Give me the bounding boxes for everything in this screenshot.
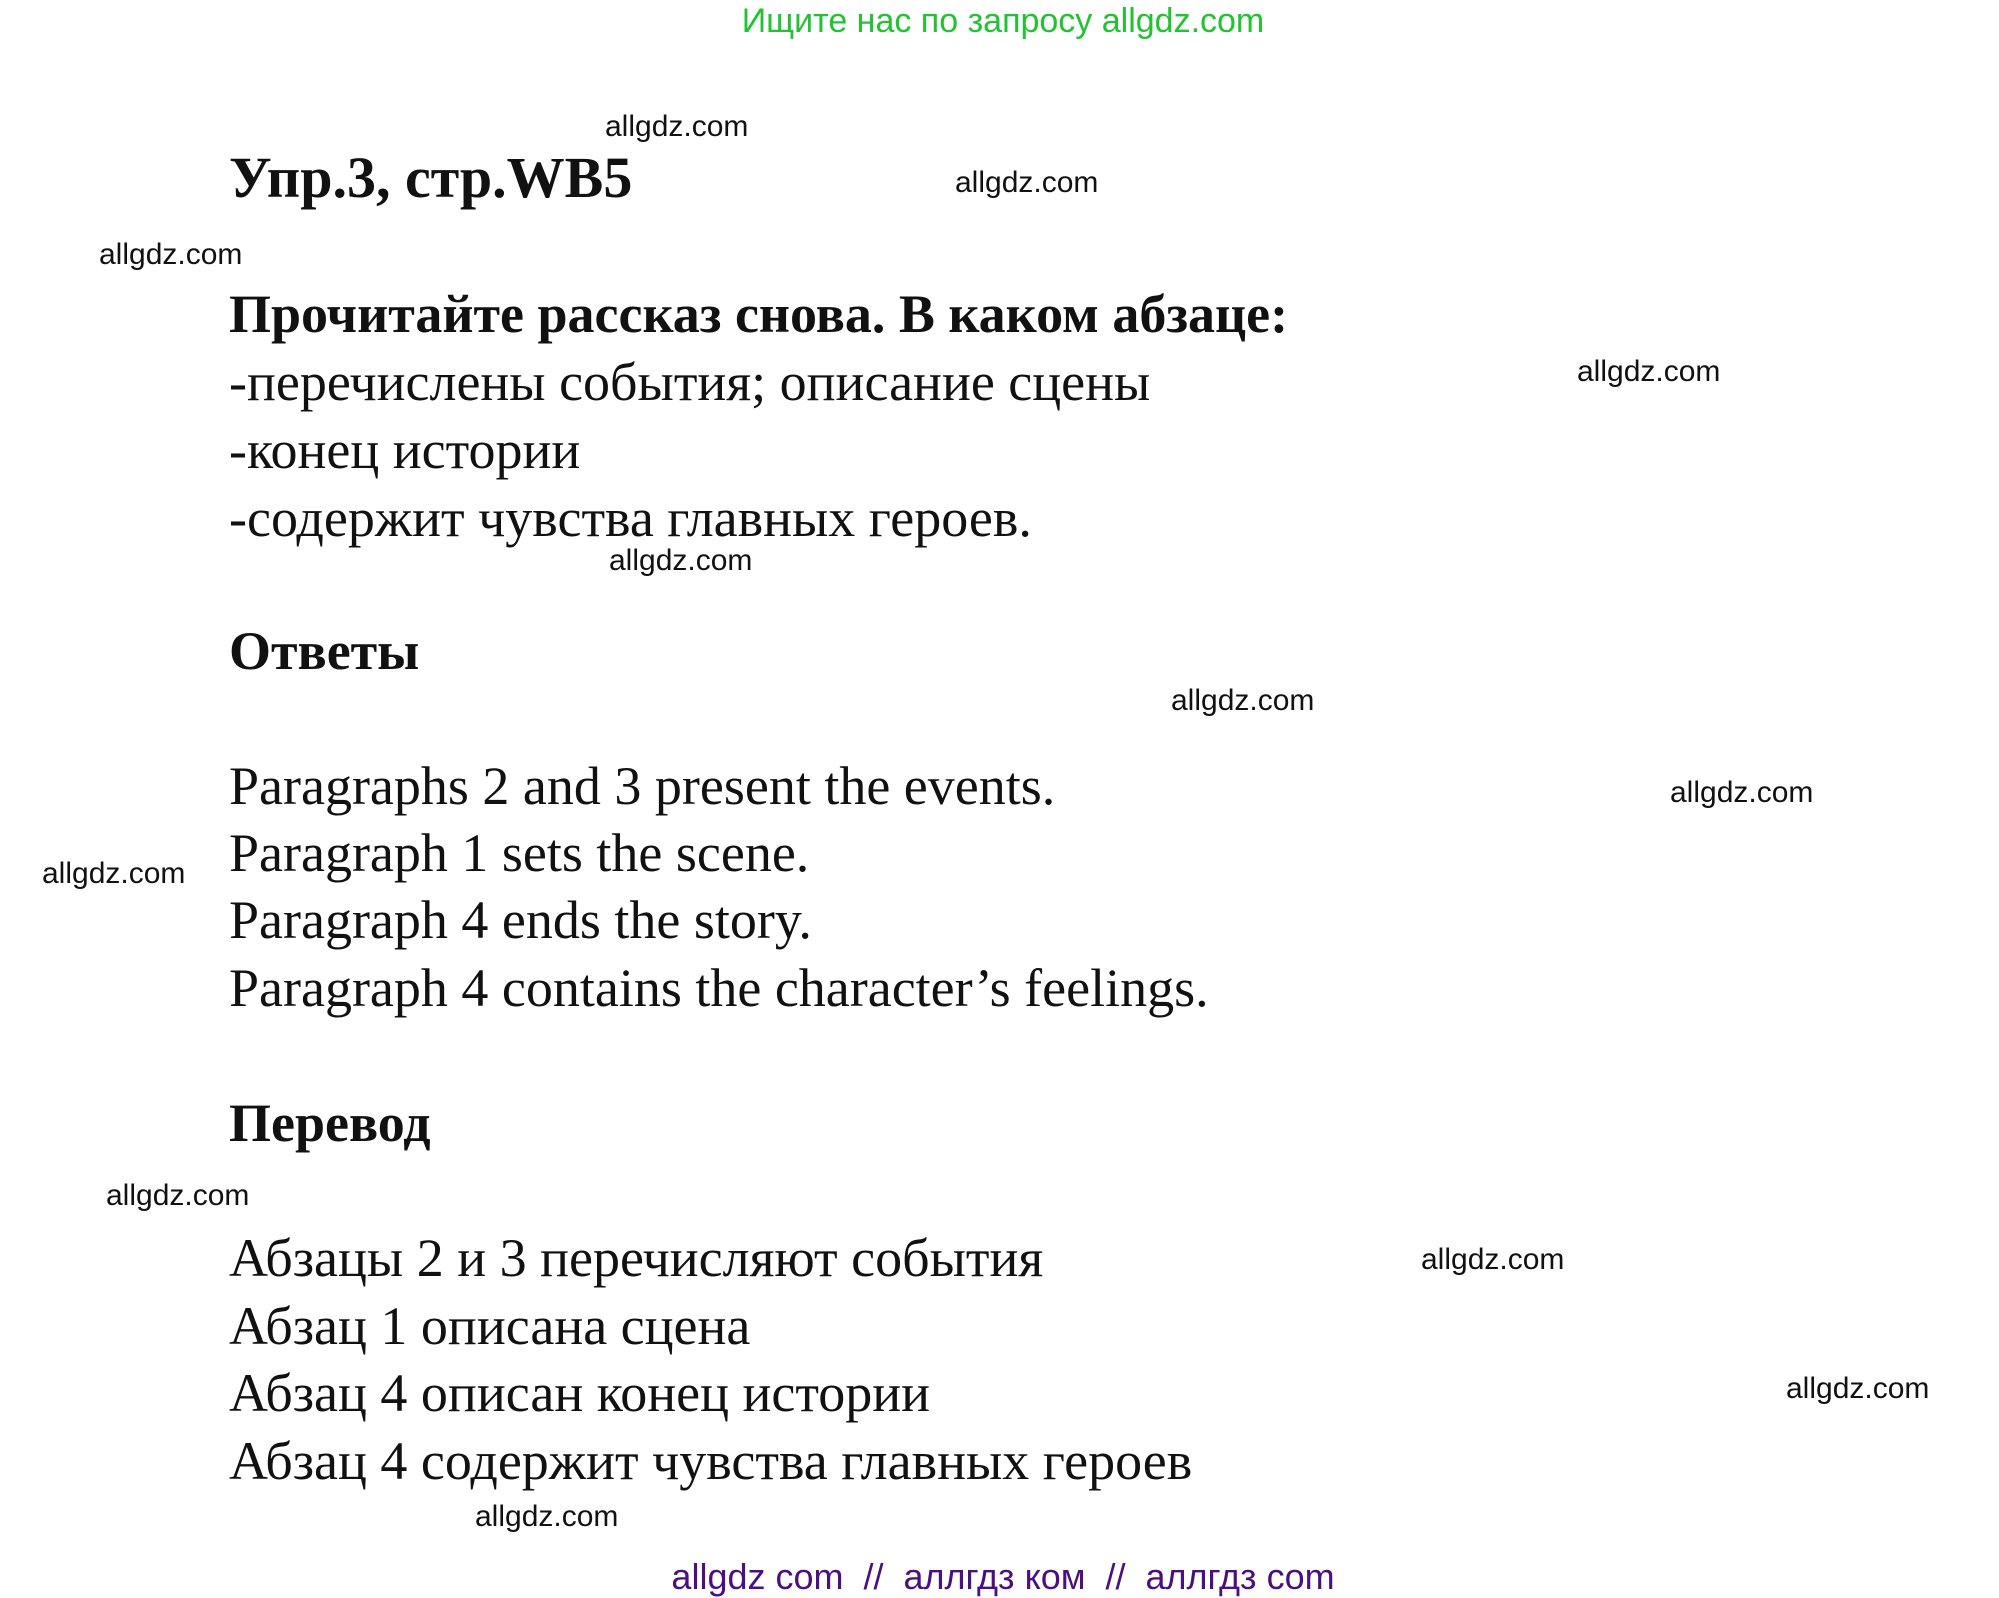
translation-line: Абзац 4 описан конец истории xyxy=(229,1363,931,1423)
watermark: allgdz.com xyxy=(1670,776,1814,809)
header-banner: Ищите нас по запросу allgdz.com xyxy=(741,2,1265,40)
watermark: allgdz.com xyxy=(1786,1372,1930,1405)
answer-line: Paragraph 1 sets the scene. xyxy=(229,823,810,883)
answer-line: Paragraphs 2 and 3 present the events. xyxy=(229,756,1056,816)
translation-line: Абзац 4 содержит чувства главных героев xyxy=(229,1431,1193,1491)
task-item: -содержит чувства главных героев. xyxy=(229,488,1032,548)
task-item: -перечислены события; описание сцены xyxy=(229,352,1151,412)
translation-heading: Перевод xyxy=(229,1093,431,1153)
watermark: allgdz.com xyxy=(605,110,749,143)
task-heading: Прочитайте рассказ снова. В каком абзаце: xyxy=(229,284,1289,344)
watermark: allgdz.com xyxy=(1577,355,1721,388)
watermark: allgdz.com xyxy=(475,1500,619,1533)
watermark: allgdz.com xyxy=(42,857,186,890)
watermark: allgdz.com xyxy=(609,544,753,577)
translation-line: Абзацы 2 и 3 перечисляют события xyxy=(229,1228,1044,1288)
answers-heading: Ответы xyxy=(229,621,420,681)
task-item: -конец истории xyxy=(229,420,581,480)
watermark: allgdz.com xyxy=(1421,1243,1565,1276)
watermark: allgdz.com xyxy=(1171,684,1315,717)
page-title: Упр.3, стр.WB5 xyxy=(229,145,633,210)
answer-line: Paragraph 4 ends the story. xyxy=(229,890,812,950)
watermark: allgdz.com xyxy=(99,238,243,271)
watermark: allgdz.com xyxy=(955,166,1099,199)
footer-links: allgdz com // аллгдз ком // аллгдз com xyxy=(671,1556,1335,1597)
answer-line: Paragraph 4 contains the character’s feelings. xyxy=(229,958,1209,1018)
translation-line: Абзац 1 описана сцена xyxy=(229,1296,751,1356)
watermark: allgdz.com xyxy=(106,1179,250,1212)
